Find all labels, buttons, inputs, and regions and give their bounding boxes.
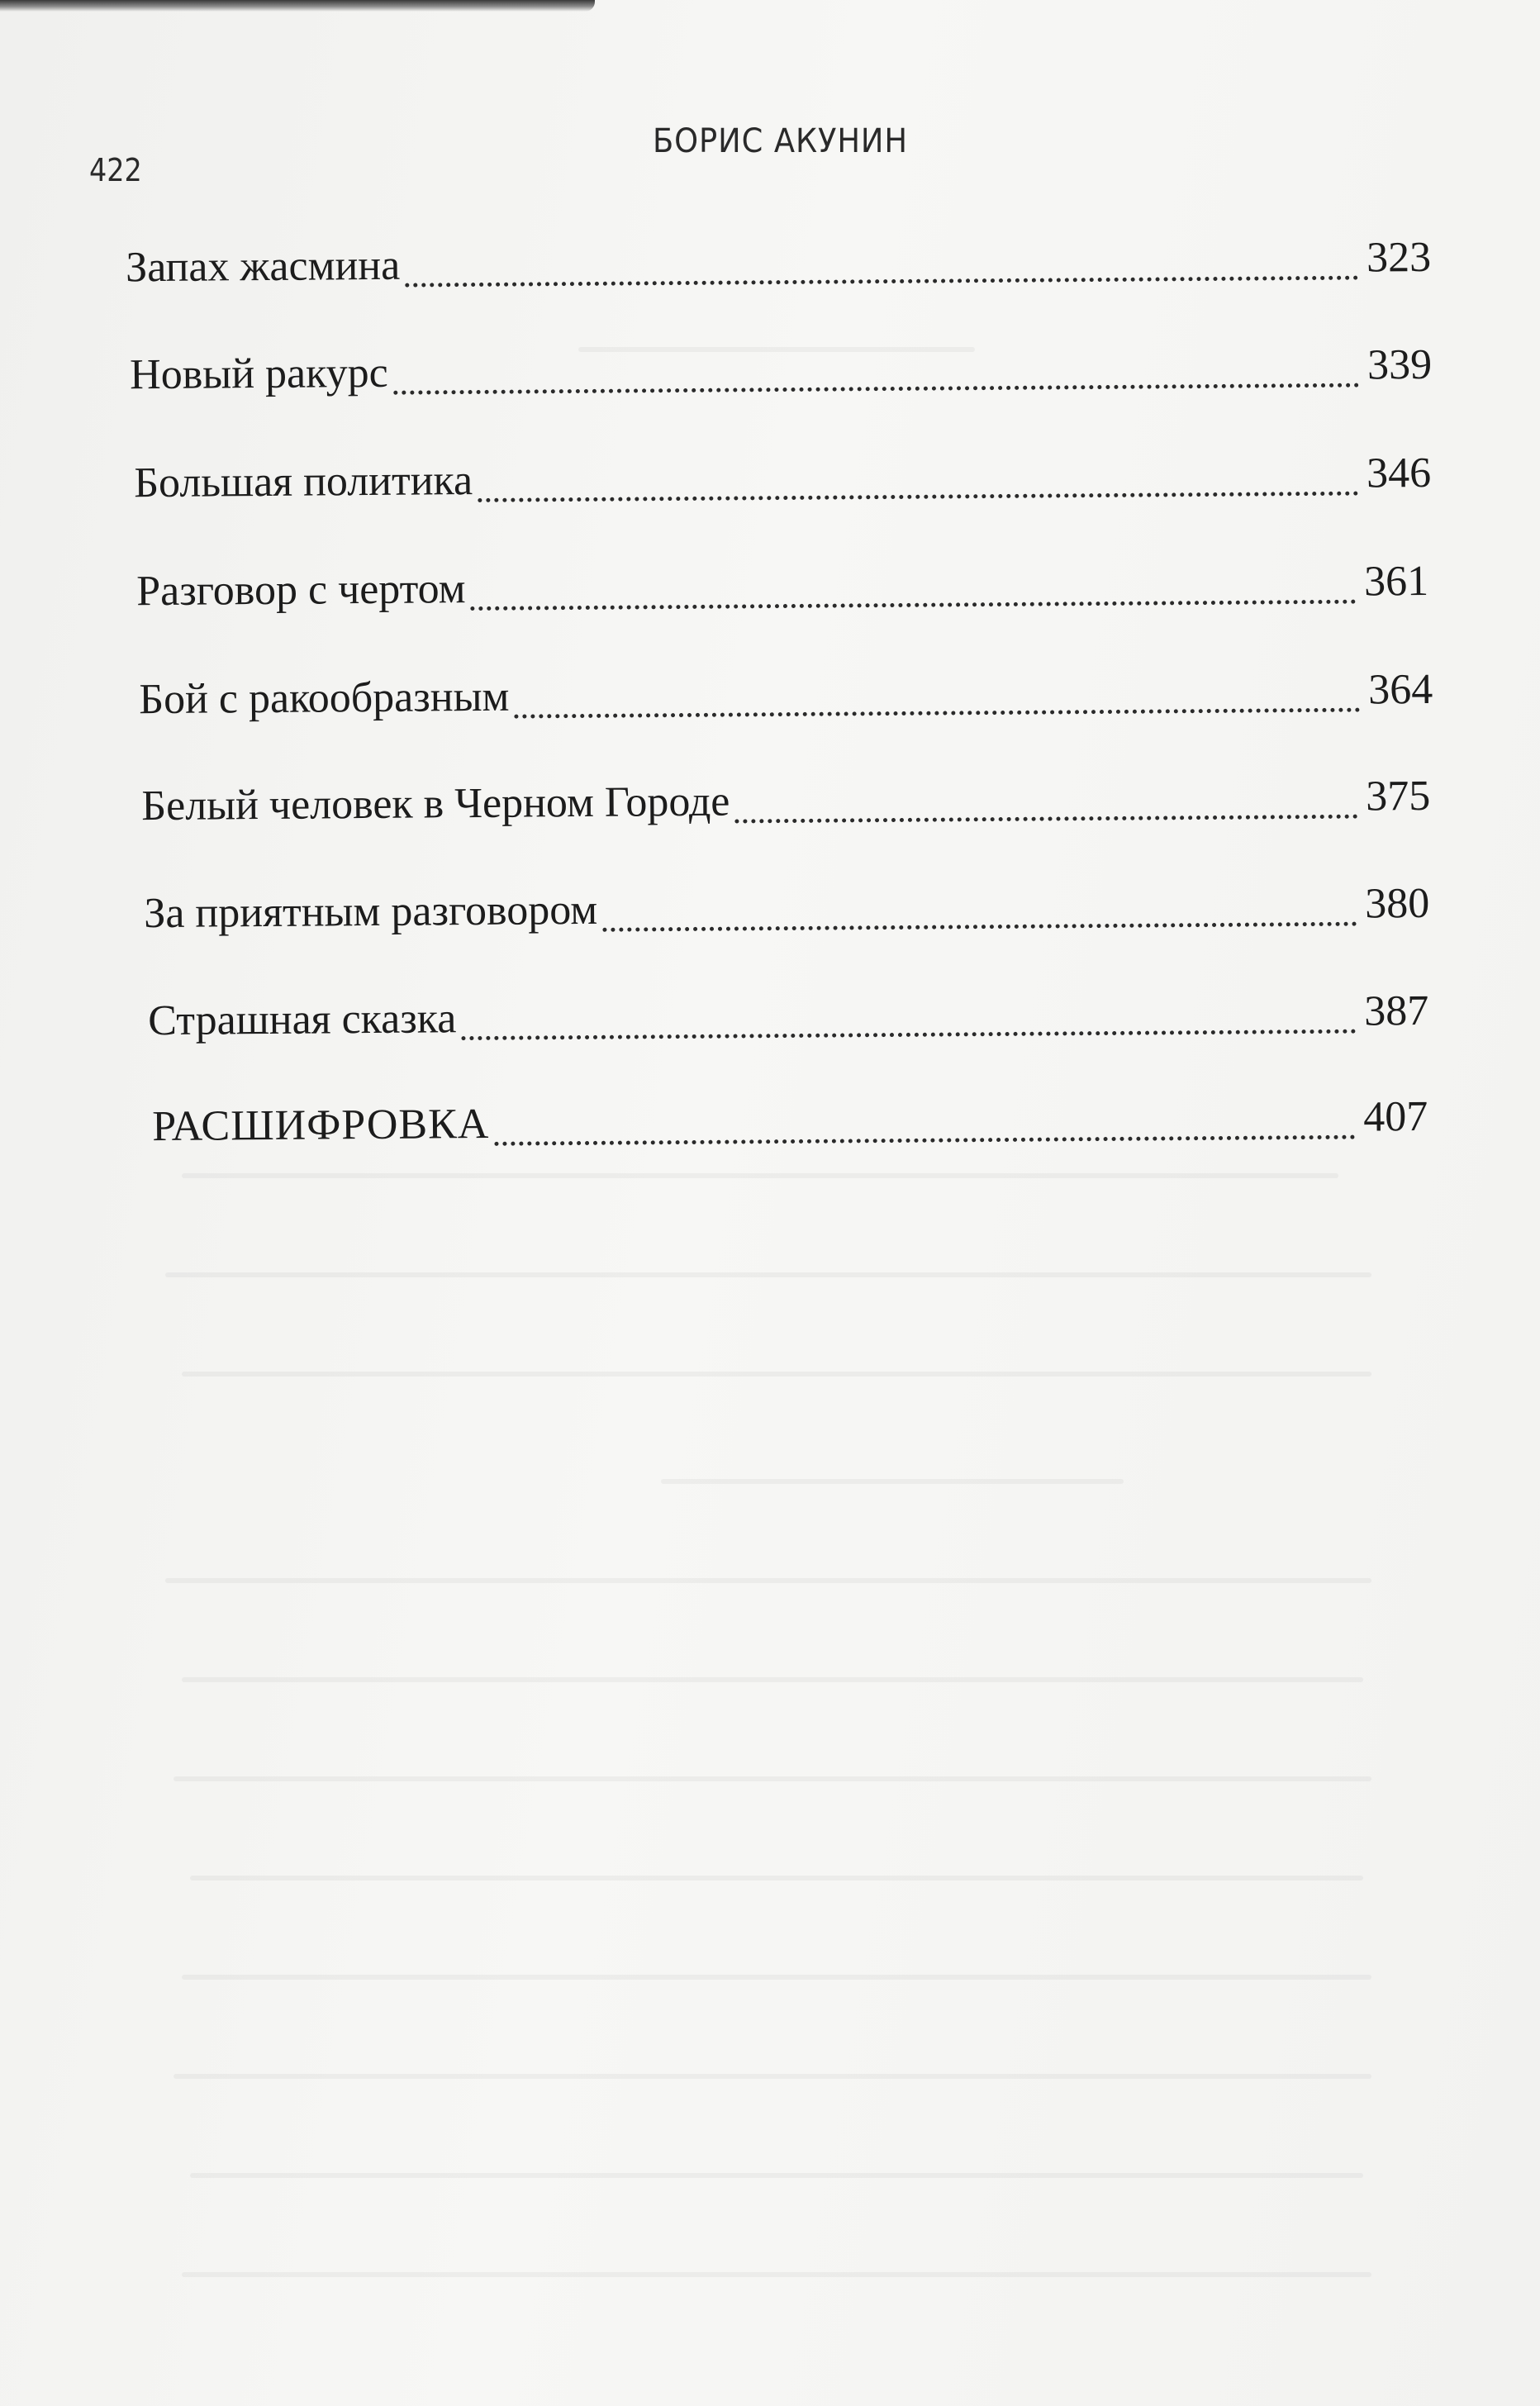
toc-entry-page: 364 [1367, 665, 1433, 714]
toc-dot-leader [405, 276, 1358, 288]
toc-entry [144, 879, 1430, 949]
toc-entry-page: 323 [1366, 233, 1432, 282]
toc-dot-leader [471, 600, 1357, 611]
toc-entry-page: 387 [1364, 987, 1429, 1035]
toc-entry-title: РАСШИФРОВКА [152, 1100, 490, 1151]
toc-entry-page: 380 [1365, 879, 1430, 928]
toc-dot-leader [393, 383, 1359, 395]
toc-entry [134, 449, 1432, 518]
toc-entry-page: 407 [1363, 1092, 1428, 1141]
toc-entry-title: Большая политика [133, 457, 473, 507]
toc-entry-title: Страшная сказка [148, 995, 457, 1045]
toc-entry-title: Бой с ракообразным [139, 673, 510, 724]
toc-entry-title: Белый человек в Черном Городе [141, 777, 730, 830]
running-head: БОРИС АКУНИН [653, 122, 908, 160]
toc-dot-leader [602, 922, 1357, 932]
toc-entry-page: 346 [1366, 449, 1432, 497]
toc-entry [152, 1092, 1428, 1162]
toc-entry [139, 665, 1433, 735]
toc-entry [148, 987, 1429, 1056]
toc-dot-leader [478, 492, 1358, 502]
toc-entry [141, 772, 1431, 841]
toc-entry [136, 557, 1429, 626]
toc-entry-title: Новый ракурс [129, 349, 388, 399]
toc-entry-page: 361 [1363, 557, 1429, 606]
toc-dot-leader [515, 708, 1361, 719]
toc-dot-leader [462, 1029, 1357, 1041]
toc-entry-title: Запах жасмина [125, 241, 401, 292]
toc-dot-leader [735, 815, 1358, 824]
toc-dot-leader [495, 1135, 1356, 1146]
toc-entry-title: Разговор с чертом [135, 565, 466, 616]
toc-entry [126, 233, 1432, 302]
toc-entry-title: За приятным разговором [144, 886, 598, 938]
toc-entry-page: 375 [1365, 772, 1431, 820]
toc-entry [130, 340, 1433, 410]
page-number: 422 [89, 152, 142, 188]
toc-entry-page: 339 [1367, 340, 1433, 389]
